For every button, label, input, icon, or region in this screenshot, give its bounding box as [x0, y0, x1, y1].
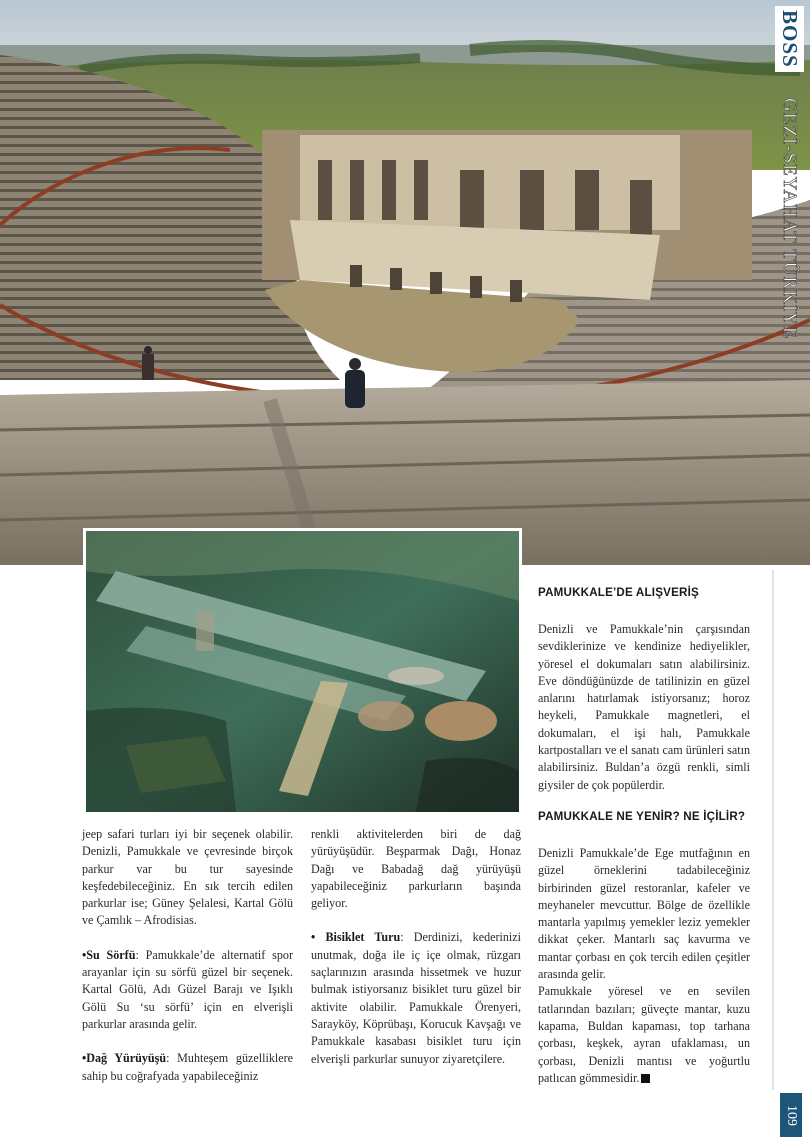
ancient-pool-illustration — [86, 531, 519, 812]
text-column-1 — [82, 826, 293, 1102]
column-rule — [772, 570, 774, 1090]
su-sorfu-text: : Pamukkale’de alternatif spor arayanlar için su sörfü güzel bir seçenek. Kartal Gölü, Adı Güzel Barajı ve Işıklı Gölü Su ‘su sörfü’ için en elverişli parkurlar arasında gelir. — [82, 947, 293, 1031]
amphitheatre-illustration — [0, 0, 810, 565]
su-sorfu-lead: •Su Sörfü — [82, 947, 136, 962]
paragraph-alisveris: Denizli ve Pamukkale’nin çarşısından sevdiklerinize ve kendinize hediyelikler, yöresel el dokumaları satın alabilirsiniz. Eve döndüğünüzde de tatilinizin en güzel anlarını hatırlamak istiyorsanız; horoz heykeli, Pamukkale magnetleri, el dokumaları, el işi halı, Pamukkale kartpostalları ve el sanatı cam ürünleri satın alabilirsiniz. Buldan’a özgü renkli, simli giysiler de çok popülerdir. — [538, 622, 750, 792]
dag-yuruyusu-text: : Muhteşem güzelliklere sahip bu coğrafyada yapabileceğiniz — [82, 1051, 293, 1083]
text-column-3 — [538, 585, 750, 1104]
heading-alisveris: PAMUKKALE’DE ALIŞVERİŞ — [538, 586, 699, 599]
end-of-article-mark — [641, 1074, 650, 1083]
paragraph-jeep-safari: jeep safari turları iyi bir seçenek olabilir. Denizli, Pamukkale ve çevresinde birçok parkur var bu tur sayesinde keşfedebileceğiniz. En sık tercih edilen parkurlar ise; Güney Şelalesi, Kartal Gölü ve Çamlık – Afrodisias. — [82, 827, 293, 928]
dag-yuruyusu-lead: •Dağ Yürüyüşü — [82, 1051, 167, 1066]
tourist-figure — [345, 358, 365, 408]
text-column-2 — [311, 826, 521, 1085]
paragraph-mutfak: Denizli Pamukkale’de Ege mutfağının en güzel örneklerini tadabileceğiniz birbirinden güzel restoranlar, kafeler ve meyhaneler mevcuttur. Bölge de özellikle mantarla yapılmış yemekler leziz yemekler dikkat çeker. Mantarlı saç kavurma ve mantar çorbası en çok tercih edilen çeşitler arasında gelir. — [538, 845, 750, 982]
paragraph-dag-cont: renkli aktivitelerden biri de dağ yürüyüşüdür. Beşparmak Dağı, Honaz Dağı ve Babadağ dağ yürüyüşü yapabileceğiniz parkurların başında geliyor. — [311, 827, 521, 911]
magazine-brand: BOSS — [775, 6, 804, 72]
hero-photo-amphitheatre — [0, 0, 810, 565]
page-number: 109 — [780, 1093, 802, 1137]
bisiklet-lead: • Bisiklet Turu — [311, 930, 401, 945]
paragraph-bisiklet — [311, 929, 521, 1067]
paragraph-tatlar — [538, 983, 750, 1087]
inset-photo-frame — [83, 528, 522, 815]
bisiklet-text: : Derdinizi, kederinizi unutmak, doğa ile iç içe olmak, rüzgarı saçlarınızın arasında hissetmek ve huzur bulmak istiyorsanız bisiklet turu güzel bir aktivite olabilir. Pamukkale Örenyeri, Sarayköy, Köprübaşı, Korucuk Kavşağı ve Pamukkale kasabası bisiklet turu için elverişli parkurlar sunuyor ziyaretçilere. — [311, 930, 522, 1066]
section-name: GEZİ-SEYAHAT TÜRKİYE — [779, 98, 800, 340]
section-side-tab — [770, 0, 810, 395]
heading-ne-yenir: PAMUKKALE NE YENİR? NE İÇİLİR? — [538, 809, 746, 823]
tatlar-text: Pamukkale yöresel ve en sevilen tatlarından bazıları; güveçte mantar, kuzu kapama, Buldan kapaması, top tarhana çorbası, keşkek, ayran ufaklaması, un çorbası, Denizli mantısı ve yoğurtlu patlıcan gömmesidir. — [538, 984, 750, 1085]
paragraph-su-sorfu — [82, 947, 293, 1033]
paragraph-dag-yuruyusu — [82, 1050, 293, 1085]
